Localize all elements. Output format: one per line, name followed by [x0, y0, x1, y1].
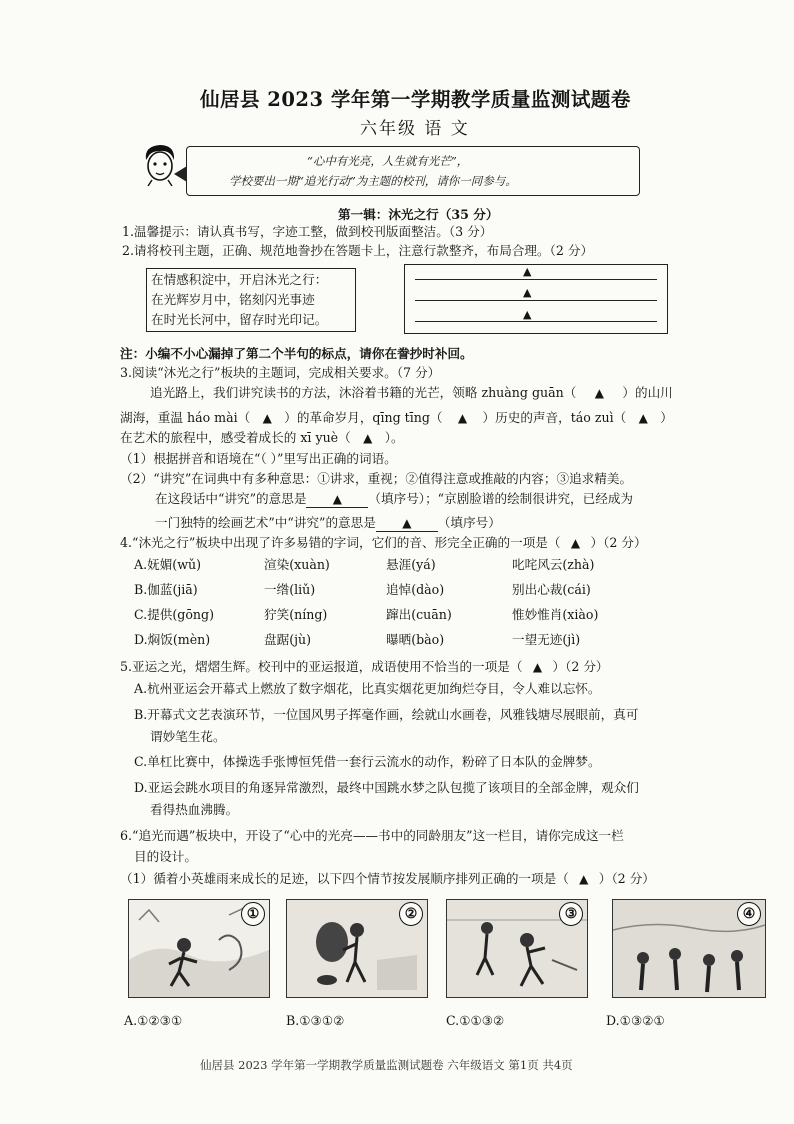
question-3-title: 3.阅读“沐光之行”板块的主题词，完成相关要求。（7 分） [120, 365, 441, 380]
poem-box [146, 268, 356, 332]
story-illustration-1 [128, 899, 270, 998]
blank-marker: ▲ [457, 411, 468, 425]
question-6-line-1: 6.“追光而遇”板块中，开设了“心中的光亮——书中的同龄朋友”这一栏目，请你完成这一栏 [120, 828, 624, 843]
q4-option-c-3: 蹿出(cuān) [386, 607, 452, 622]
q4-option-a-4: 叱咤风云(zhà) [512, 557, 595, 572]
q3-sub-2-line-1: （2）“讲究”在词典中有多种意思：①讲求，重视；②值得注意或推敲的内容；③追求精美。 [120, 471, 633, 486]
blank-marker: ▲ [570, 536, 581, 550]
q4-option-d-3: 曝晒(bào) [386, 632, 445, 647]
poem-line-3: 在时光长河中，留存时光印记。 [151, 312, 328, 327]
q6-choice-d[interactable]: D.①③②① [606, 1013, 665, 1028]
q4-option-a-3: 悬涯(yá) [386, 557, 436, 572]
q5-option-b[interactable]: B.开幕式文艺表演环节，一位国风男子挥毫作画，绘就山水画卷，风雅钱塘尽展眼前，真可 [134, 707, 639, 722]
blank-marker: ▲ [579, 872, 589, 886]
q6-choice-c[interactable]: C.①①③② [446, 1013, 505, 1028]
speech-line-2: 学校要出一期“追光行动”为主题的校刊，请你一同参与。 [229, 174, 517, 188]
q5-option-b-cont: 谓妙笔生花。 [150, 729, 226, 744]
q6-sub-1: （1）循着小英雄雨来成长的足迹，以下四个情节按发展顺序排列正确的一项是（ ▲ ）（2 分） [120, 871, 655, 886]
q3-sub-2-line-2: 在这段话中“讲究”的意思是 ▲ （填序号）；“京剧脸谱的绘制很讲究，已经成为 [155, 491, 634, 506]
q3-paragraph-line-1: 追光路上，我们讲究读书的方法，沐浴着书籍的光芒，领略 zhuàng guān（ ▲ ）的山川 [150, 385, 673, 400]
cartoon-face-icon [142, 142, 178, 186]
page-footer: 仙居县 2023 学年第一学期教学质量监测试题卷 六年级语文 第1页 共4页 [200, 1058, 573, 1072]
blank-marker: ▲ [594, 386, 604, 400]
answer-line-2[interactable] [415, 300, 657, 301]
answer-blank[interactable]: ▲ [306, 491, 368, 508]
q4-option-b-2: 一绺(liǔ) [264, 582, 316, 597]
question-5: 5.亚运之光，熠熠生辉。校刊中的亚运报道，成语使用不恰当的一项是（ ▲ ）（2 分） [120, 659, 609, 674]
exam-title: 仙居县 2023 学年第一学期教学质量监测试题卷 [200, 88, 631, 111]
question-6-line-2: 目的设计。 [134, 849, 197, 864]
question-4: 4.“沐光之行”板块中出现了许多易错的字词，它们的音、形完全正确的一项是（ ▲ ）（2 分） [120, 535, 647, 550]
q5-option-a[interactable]: A.杭州亚运会开幕式上燃放了数字烟花，比真实烟花更加绚烂夺目，令人难以忘怀。 [134, 681, 601, 696]
q4-option-c-2: 狞笑(níng) [264, 607, 328, 622]
q5-option-c[interactable]: C.单杠比赛中，体操选手张博恒凭借一套行云流水的动作，粉碎了日本队的金牌梦。 [134, 754, 601, 769]
answer-box[interactable] [404, 264, 668, 334]
blank-marker: ▲ [363, 431, 373, 445]
q6-choice-b[interactable]: B.①③①② [286, 1013, 345, 1028]
story-illustration-3 [446, 899, 588, 998]
q3-sub-2-line-3: 一门独特的绘画艺术”中“讲究”的意思是 ▲ （填序号） [155, 515, 501, 530]
q4-option-d-2: 盘踞(jù) [264, 632, 312, 647]
illustration-number-2: ② [399, 902, 423, 926]
question-1: 1.温馨提示：请认真书写，字迹工整，做到校刊版面整洁。（3 分） [122, 224, 493, 239]
blank-marker: ▲ [523, 308, 532, 321]
note: 注：小编不小心漏掉了第二个半句的标点，请你在誊抄时补回。 [120, 346, 473, 361]
q5-option-d[interactable]: D.亚运会跳水项目的角逐异常激烈，最终中国跳水梦之队包揽了该项目的全部金牌，观众们 [134, 780, 639, 795]
q4-option-b-4: 别出心裁(cái) [512, 582, 591, 597]
blank-marker: ▲ [532, 660, 543, 674]
q4-option-d-4: 一望无迹(jì) [512, 632, 581, 647]
speech-bubble [186, 146, 640, 196]
blank-marker: ▲ [262, 411, 272, 425]
answer-line-1[interactable] [415, 279, 657, 280]
illustration-number-1: ① [241, 902, 265, 926]
q4-option-d-1[interactable]: D.焖饭(mèn) [134, 632, 211, 647]
q6-choice-a[interactable]: A.①②③① [124, 1013, 183, 1028]
q4-option-a-2: 渲染(xuàn) [264, 557, 330, 572]
q4-option-c-1[interactable]: C.提供(gōng) [134, 607, 215, 622]
speech-line-1: “心中有光亮，人生就有光芒”， [307, 154, 469, 168]
question-2: 2.请将校刊主题，正确、规范地誊抄在答题卡上，注意行款整齐，布局合理。（2 分） [122, 243, 594, 258]
q3-paragraph-line-3: 在艺术的旅程中，感受着成长的 xī yuè（ ▲ ）。 [120, 430, 404, 445]
blank-marker: ▲ [523, 265, 532, 278]
section-heading: 第一辑：沐光之行（35 分） [338, 207, 499, 222]
story-illustration-4 [612, 899, 766, 998]
q3-sub-1: （1）根据拼音和语境在“（ ）”里写出正确的词语。 [120, 451, 397, 466]
poem-line-2: 在光辉岁月中，铭刻闪光事迹 [151, 292, 315, 307]
q4-option-c-4: 惟妙惟肖(xiào) [512, 607, 599, 622]
blank-marker: ▲ [523, 286, 532, 299]
q4-option-a-1[interactable]: A.妩媚(wǔ) [134, 557, 202, 572]
blank-marker: ▲ [638, 411, 648, 425]
answer-blank[interactable]: ▲ [376, 515, 438, 532]
answer-line-3[interactable] [415, 321, 657, 322]
illustration-number-4: ④ [737, 902, 761, 926]
story-illustration-2 [286, 899, 428, 998]
exam-subtitle: 六年级 语 文 [360, 119, 470, 139]
illustration-number-3: ③ [559, 902, 583, 926]
poem-line-1: 在情感积淀中，开启沐光之行： [151, 272, 328, 287]
q3-paragraph-line-2: 湖海，重温 háo mài（ ▲ ）的革命岁月，qīng tīng（ ▲ ）历史的声音，táo zuì（ ▲ ） [120, 410, 673, 425]
q4-option-b-1[interactable]: B.伽蓝(jiā) [134, 582, 198, 597]
q5-option-d-cont: 看得热血沸腾。 [150, 802, 239, 817]
q4-option-b-3: 追悼(dào) [386, 582, 445, 597]
